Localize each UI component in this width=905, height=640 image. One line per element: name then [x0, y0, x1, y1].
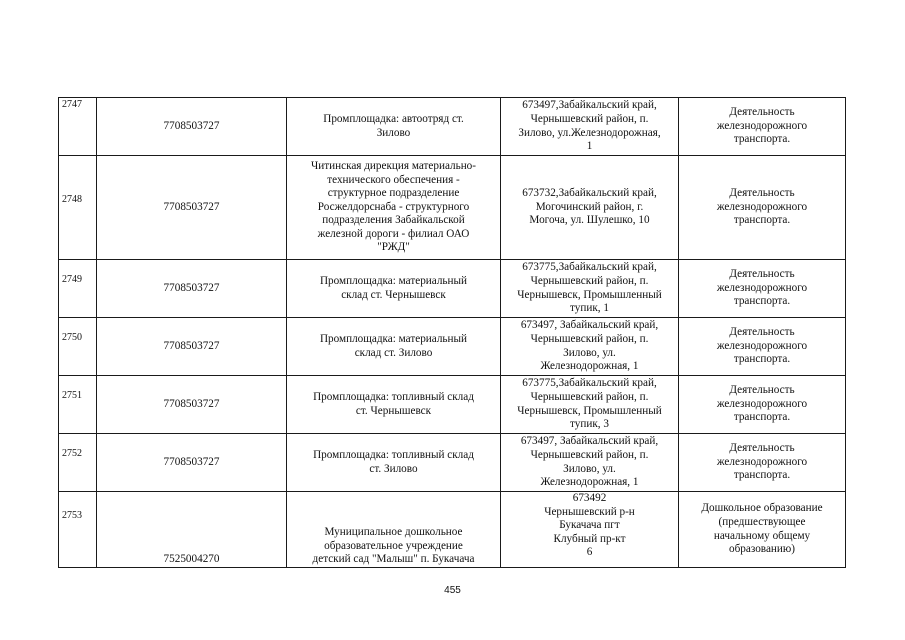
address-line: Букачача пгт: [559, 519, 620, 532]
row-activity: [679, 260, 846, 318]
row-number: 2753: [59, 492, 97, 568]
row-address: [501, 318, 679, 376]
registry-table-body: [59, 98, 846, 568]
address-line: Чернышевский район, п.: [530, 448, 649, 461]
name-line: склад ст. Зилово: [354, 346, 433, 359]
name-line: подразделения Забайкальской: [322, 214, 465, 227]
name-line: Росжелдорснаба - структурного: [317, 200, 470, 213]
table-row: [59, 492, 846, 568]
row-number: 2750: [59, 318, 97, 376]
address-line: Зилово, ул.: [563, 462, 616, 475]
activity-line: образованию): [729, 543, 795, 556]
row-activity: [679, 318, 846, 376]
address-line: Могочинский район, г.: [535, 200, 644, 213]
row-inn: 7708503727: [97, 260, 287, 318]
name-line: Промплощадка: топливный склад: [313, 390, 474, 403]
name-line: ст. Зилово: [369, 462, 418, 475]
table-row: [59, 260, 846, 318]
row-address: [501, 376, 679, 434]
address-line: Чернышевский район, п.: [530, 274, 649, 287]
name-line: структурное подразделение: [327, 187, 460, 200]
name-line: Промплощадка: материальный: [319, 332, 468, 345]
row-inn: 7708503727: [97, 156, 287, 260]
table-row: [59, 376, 846, 434]
row-name: [287, 434, 501, 492]
address-line: Зилово, ул.Железнодорожная,: [518, 126, 661, 139]
row-address: [501, 434, 679, 492]
row-name: [287, 98, 501, 156]
activity-line: железнодорожного: [716, 397, 808, 410]
address-line: тупик, 1: [570, 302, 609, 315]
address-line: тупик, 3: [570, 418, 609, 431]
row-name: [287, 492, 501, 568]
table-row: [59, 318, 846, 376]
address-line: 673497, Забайкальский край,: [520, 319, 659, 332]
address-line: Клубный пр-кт: [553, 532, 626, 545]
address-line: Зилово, ул.: [563, 346, 616, 359]
activity-line: Деятельность: [729, 268, 795, 281]
row-name: [287, 376, 501, 434]
name-line: детский сад "Малыш" п. Букачача: [312, 553, 475, 566]
row-inn: 7708503727: [97, 434, 287, 492]
name-line: Промплощадка: материальный: [319, 274, 468, 287]
address-line: 673497,Забайкальский край,: [522, 99, 657, 112]
row-activity: [679, 98, 846, 156]
activity-line: Деятельность: [729, 106, 795, 119]
registry-table: [58, 97, 846, 568]
address-line: Чернышевск, Промышленный: [517, 288, 662, 301]
address-line: Чернышевский р-н: [544, 505, 635, 518]
address-line: Чернышевский район, п.: [530, 112, 649, 125]
name-line: Зилово: [376, 126, 411, 139]
table-row: [59, 98, 846, 156]
activity-line: транспорта.: [733, 295, 791, 308]
address-line: 6: [586, 546, 593, 559]
activity-line: транспорта.: [733, 133, 791, 146]
name-line: Промплощадка: автоотряд ст.: [323, 112, 464, 125]
name-line: образовательное учреждение: [324, 539, 463, 552]
row-activity: [679, 434, 846, 492]
address-line: 673497, Забайкальский край,: [520, 435, 659, 448]
row-address: [501, 260, 679, 318]
row-number: 2748: [59, 156, 97, 260]
activity-line: транспорта.: [733, 353, 791, 366]
address-line: 673775,Забайкальский край,: [522, 261, 657, 274]
row-address: [501, 492, 679, 568]
activity-line: транспорта.: [733, 469, 791, 482]
name-line: ст. Чернышевск: [355, 404, 432, 417]
row-inn: 7708503727: [97, 98, 287, 156]
activity-line: Деятельность: [729, 187, 795, 200]
row-address: [501, 156, 679, 260]
row-activity: [679, 156, 846, 260]
name-line: железной дороги - филиал ОАО: [317, 227, 470, 240]
row-name: [287, 260, 501, 318]
row-number: 2749: [59, 260, 97, 318]
address-line: Могоча, ул. Шулешко, 10: [529, 214, 650, 227]
row-name: [287, 318, 501, 376]
activity-line: Деятельность: [729, 442, 795, 455]
activity-line: Дошкольное образование: [701, 502, 823, 515]
name-line: склад ст. Чернышевск: [341, 288, 446, 301]
row-activity: [679, 492, 846, 568]
name-line: Промплощадка: топливный склад: [313, 448, 474, 461]
name-line: "РЖД": [377, 241, 410, 254]
address-line: 1: [586, 140, 593, 153]
address-line: 673492: [572, 492, 607, 504]
activity-line: Деятельность: [729, 326, 795, 339]
activity-line: (предшествующее: [718, 515, 806, 528]
table-row: [59, 434, 846, 492]
address-line: Железнодорожная, 1: [540, 360, 639, 373]
row-inn: 7708503727: [97, 376, 287, 434]
address-line: Чернышевский район, п.: [530, 332, 649, 345]
row-number: 2752: [59, 434, 97, 492]
row-name: [287, 156, 501, 260]
table-row: [59, 156, 846, 260]
name-line: Читинская дирекция материально-: [310, 159, 477, 172]
address-line: Железнодорожная, 1: [540, 476, 639, 489]
name-line: технического обеспечения -: [327, 173, 460, 186]
row-number: 2747: [59, 98, 97, 156]
row-inn: 7708503727: [97, 318, 287, 376]
address-line: Чернышевск, Промышленный: [517, 404, 662, 417]
activity-line: транспорта.: [733, 214, 791, 227]
activity-line: железнодорожного: [716, 455, 808, 468]
activity-line: железнодорожного: [716, 119, 808, 132]
activity-line: транспорта.: [733, 411, 791, 424]
activity-line: железнодорожного: [716, 281, 808, 294]
activity-line: начальному общему: [713, 529, 811, 542]
activity-line: Деятельность: [729, 384, 795, 397]
address-line: Чернышевский район, п.: [530, 390, 649, 403]
name-line: Муниципальное дошкольное: [324, 526, 463, 539]
address-line: 673732,Забайкальский край,: [522, 187, 657, 200]
row-number: 2751: [59, 376, 97, 434]
row-address: [501, 98, 679, 156]
row-inn: 7525004270: [97, 492, 287, 568]
activity-line: железнодорожного: [716, 200, 808, 213]
row-activity: [679, 376, 846, 434]
activity-line: железнодорожного: [716, 339, 808, 352]
page-number: 455: [444, 585, 461, 596]
address-line: 673775,Забайкальский край,: [522, 377, 657, 390]
